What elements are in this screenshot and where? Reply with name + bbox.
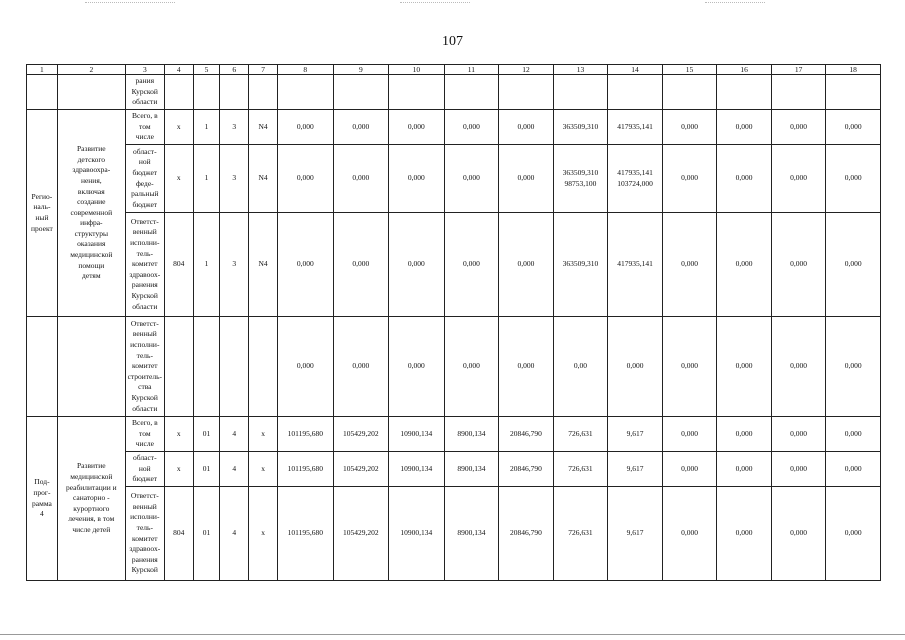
- table-cell: 0,000: [444, 317, 499, 417]
- table-cell: 1: [193, 110, 220, 145]
- header-cell: 15: [662, 65, 717, 75]
- table-cell: 4: [220, 417, 249, 452]
- table-cell: 0,000: [278, 317, 334, 417]
- table-cell: 0,000: [278, 213, 334, 317]
- header-cell: 13: [553, 65, 608, 75]
- table-cell: [164, 75, 193, 110]
- table-cell: 0,00: [553, 317, 608, 417]
- table-cell: [193, 75, 220, 110]
- table-cell: 3: [220, 213, 249, 317]
- subprogram-label: Под- прог- рамма 4: [27, 417, 58, 581]
- header-cell: 3: [125, 65, 164, 75]
- table-cell: 0,000: [717, 110, 772, 145]
- table-cell: 0,000: [499, 110, 554, 145]
- table-row: [27, 110, 881, 145]
- table-cell: x: [249, 417, 278, 452]
- header-cell: 16: [717, 65, 772, 75]
- table-cell: 0,000: [717, 317, 772, 417]
- header-cell: 9: [333, 65, 389, 75]
- header-cell: 11: [444, 65, 499, 75]
- page-number: 107: [442, 34, 463, 49]
- table-cell: 3: [220, 110, 249, 145]
- table-cell: 8900,134: [444, 487, 499, 581]
- table-cell: x: [249, 487, 278, 581]
- table-cell: 0,000: [717, 417, 772, 452]
- table-cell: [27, 317, 58, 417]
- header-row: [27, 65, 881, 75]
- table-cell: N4: [249, 145, 278, 213]
- table-cell: 10900,134: [389, 417, 445, 452]
- table-cell: 726,631: [553, 487, 608, 581]
- table-cell: 4: [220, 487, 249, 581]
- table-cell: N4: [249, 213, 278, 317]
- table-cell: 0,000: [771, 417, 826, 452]
- table-row: [27, 213, 881, 317]
- table-cell: 0,000: [717, 213, 772, 317]
- table-cell: 0,000: [771, 213, 826, 317]
- table-cell: 105429,202: [333, 487, 389, 581]
- table-cell: 726,631: [553, 417, 608, 452]
- table-cell: 0,000: [662, 317, 717, 417]
- table-cell: 0,000: [826, 417, 881, 452]
- table-cell: 363509,310: [553, 213, 608, 317]
- table-cell: [57, 75, 125, 110]
- table-cell: 0,000: [771, 452, 826, 487]
- table-cell: [717, 75, 772, 110]
- table-row: [27, 75, 881, 110]
- table-cell: x: [164, 452, 193, 487]
- table-cell: 0,000: [771, 317, 826, 417]
- table-cell: [278, 75, 334, 110]
- table-cell: 101195,680: [278, 417, 334, 452]
- table-cell: 0,000: [662, 213, 717, 317]
- table-cell: 0,000: [389, 317, 445, 417]
- table-cell: 8900,134: [444, 452, 499, 487]
- table-cell: 0,000: [389, 145, 445, 213]
- table-cell: x: [164, 417, 193, 452]
- table-cell: 1: [193, 213, 220, 317]
- table-cell: x: [164, 145, 193, 213]
- source-cell: област- ной бюджет: [125, 452, 164, 487]
- table-cell: 0,000: [826, 110, 881, 145]
- table-cell: 0,000: [444, 110, 499, 145]
- table-cell: 0,000: [662, 417, 717, 452]
- header-cell: 14: [608, 65, 663, 75]
- table-cell: 363509,310: [553, 110, 608, 145]
- table-cell: 0,000: [826, 317, 881, 417]
- table-cell: 0,000: [499, 145, 554, 213]
- table-cell: 0,000: [717, 452, 772, 487]
- table-cell: 0,000: [333, 317, 389, 417]
- table-cell: 0,000: [499, 317, 554, 417]
- source-cell: Всего, в том числе: [125, 110, 164, 145]
- table-cell: 105429,202: [333, 452, 389, 487]
- table-cell: 0,000: [499, 213, 554, 317]
- table-cell: 417935,141 103724,000: [608, 145, 663, 213]
- header-cell: 4: [164, 65, 193, 75]
- table-cell: 01: [193, 452, 220, 487]
- table-cell: 8900,134: [444, 417, 499, 452]
- regional-project-name: Развитие детского здравоохра- нения, включая создание современной инфра- структуры оказания медицинской помощи детям: [57, 110, 125, 317]
- table-cell: 0,000: [771, 145, 826, 213]
- table-cell: 01: [193, 487, 220, 581]
- table-cell: 9,617: [608, 487, 663, 581]
- table-cell: 0,000: [826, 145, 881, 213]
- scan-noise: [705, 2, 765, 7]
- table-cell: [27, 75, 58, 110]
- table-cell: 0,000: [333, 110, 389, 145]
- table-cell: [662, 75, 717, 110]
- table-cell: 1: [193, 145, 220, 213]
- budget-table: [26, 64, 881, 581]
- header-cell: 2: [57, 65, 125, 75]
- table-cell: [249, 75, 278, 110]
- table-cell: 804: [164, 487, 193, 581]
- table-cell: 0,000: [333, 145, 389, 213]
- table-cell: [220, 75, 249, 110]
- table-cell: 0,000: [771, 487, 826, 581]
- table-cell: [608, 75, 663, 110]
- table-cell: 0,000: [278, 110, 334, 145]
- header-cell: 7: [249, 65, 278, 75]
- table-cell: [444, 75, 499, 110]
- table-cell: 101195,680: [278, 487, 334, 581]
- table-cell: 10900,134: [389, 452, 445, 487]
- table-cell: 0,000: [826, 213, 881, 317]
- table-cell: 0,000: [717, 487, 772, 581]
- table-cell: 9,617: [608, 452, 663, 487]
- table-cell: [220, 317, 249, 417]
- table-cell: [553, 75, 608, 110]
- header-cell: 6: [220, 65, 249, 75]
- scan-noise: [400, 2, 470, 7]
- table-cell: 0,000: [333, 213, 389, 317]
- table-row: [27, 452, 881, 487]
- table-cell: 9,617: [608, 417, 663, 452]
- regional-project-label: Регио- наль- ный проект: [27, 110, 58, 317]
- source-cell: Ответст- венный исполни- тель- комитет строитель- ства Курской области: [125, 317, 164, 417]
- table-cell: [826, 75, 881, 110]
- header-cell: 18: [826, 65, 881, 75]
- table-row: [27, 145, 881, 213]
- table-cell: [193, 317, 220, 417]
- table-cell: 0,000: [662, 487, 717, 581]
- table-row: [27, 487, 881, 581]
- source-cell: Ответст- венный исполни- тель- комитет здравоох- ранения Курской области: [125, 213, 164, 317]
- source-cell: Всего, в том числе: [125, 417, 164, 452]
- table-cell: 0,000: [608, 317, 663, 417]
- table-cell: 0,000: [826, 452, 881, 487]
- table-cell: 01: [193, 417, 220, 452]
- header-cell: 12: [499, 65, 554, 75]
- table-cell: [333, 75, 389, 110]
- table-cell: 0,000: [717, 145, 772, 213]
- source-cell: Ответст- венный исполни- тель- комитет здравоох- ранения Курской: [125, 487, 164, 581]
- table-cell: x: [164, 110, 193, 145]
- table-cell: [499, 75, 554, 110]
- header-cell: 5: [193, 65, 220, 75]
- table-cell: 417935,141: [608, 110, 663, 145]
- table-cell: 0,000: [662, 452, 717, 487]
- table-cell: 105429,202: [333, 417, 389, 452]
- table-cell: 0,000: [662, 145, 717, 213]
- page-edge-line: [0, 634, 905, 635]
- table-cell: 4: [220, 452, 249, 487]
- header-cell: 8: [278, 65, 334, 75]
- table-cell: 0,000: [444, 145, 499, 213]
- table-cell: [771, 75, 826, 110]
- table-cell: 726,631: [553, 452, 608, 487]
- header-cell: 17: [771, 65, 826, 75]
- table-cell: 363509,310 98753,100: [553, 145, 608, 213]
- table-cell: [389, 75, 445, 110]
- header-cell: 1: [27, 65, 58, 75]
- table-cell: [57, 317, 125, 417]
- table-cell: 0,000: [771, 110, 826, 145]
- table-cell: 20846,790: [499, 487, 554, 581]
- header-cell: 10: [389, 65, 445, 75]
- table-cell: x: [249, 452, 278, 487]
- table-cell: 804: [164, 213, 193, 317]
- table-row: [27, 417, 881, 452]
- source-cell: област- ной бюджет феде- ральный бюджет: [125, 145, 164, 213]
- table-cell: [164, 317, 193, 417]
- table-cell: 10900,134: [389, 487, 445, 581]
- table-cell: 101195,680: [278, 452, 334, 487]
- subprogram-name: Развитие медицинской реабилитации и санаторно - курортного лечения, в том числе детей: [57, 417, 125, 581]
- table-cell: 0,000: [389, 110, 445, 145]
- source-cell: рания Курской области: [125, 75, 164, 110]
- table-cell: 0,000: [826, 487, 881, 581]
- table-cell: 0,000: [278, 145, 334, 213]
- scan-noise: [85, 2, 175, 7]
- table-cell: N4: [249, 110, 278, 145]
- table-cell: 0,000: [444, 213, 499, 317]
- table-cell: 0,000: [389, 213, 445, 317]
- table-cell: 0,000: [662, 110, 717, 145]
- table-cell: 417935,141: [608, 213, 663, 317]
- table-cell: 3: [220, 145, 249, 213]
- table-cell: 20846,790: [499, 452, 554, 487]
- table-row: [27, 317, 881, 417]
- table-cell: 20846,790: [499, 417, 554, 452]
- table-cell: [249, 317, 278, 417]
